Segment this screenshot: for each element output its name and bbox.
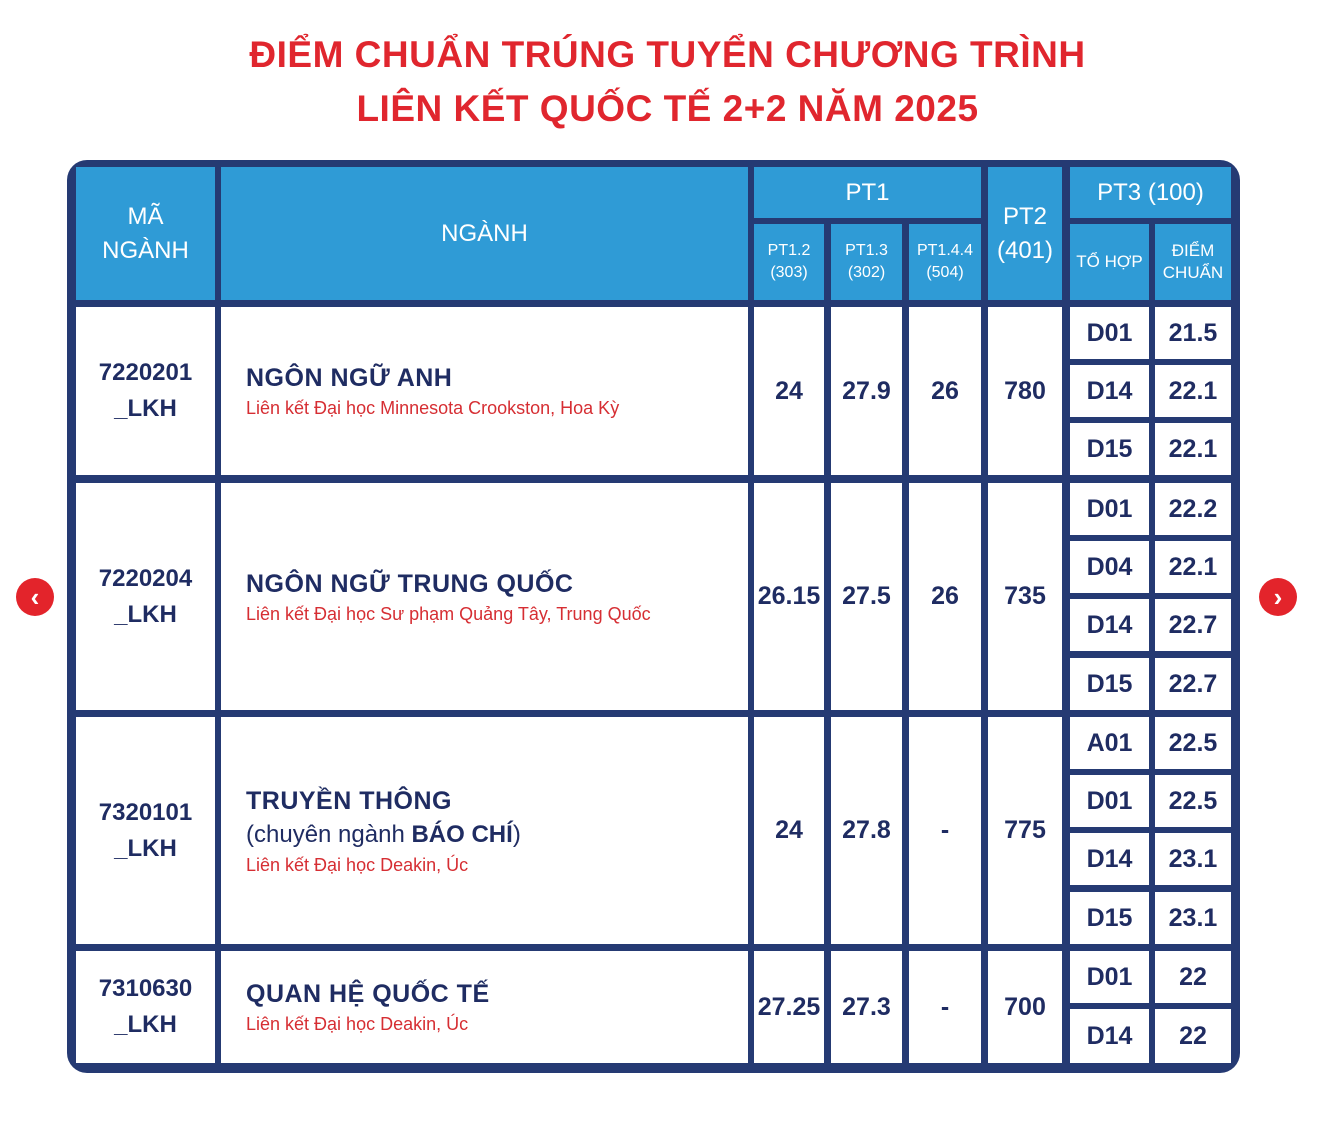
row-2-code-line2: _LKH (114, 600, 177, 628)
header-nganh-label: NGÀNH (441, 219, 528, 247)
header-pt1-4-line2: (504) (926, 264, 964, 281)
row-1-pt1-2: 24 (754, 307, 824, 475)
row-2-diem-1: 22.2 (1155, 483, 1231, 535)
row-2-tohop-2: D04 (1070, 541, 1149, 593)
row-3-major-spec (246, 818, 521, 852)
page-title (0, 28, 1335, 136)
row-3-tohop-3: D14 (1070, 833, 1149, 885)
row-1-code (76, 307, 215, 475)
header-pt2 (988, 167, 1062, 300)
row-3-pt1-3: 27.8 (831, 717, 902, 944)
row-4-code-line1: 7310630 (98, 975, 193, 1002)
title-line-2: LIÊN KẾT QUỐC TẾ 2+2 NĂM 2025 (356, 88, 979, 129)
row-4-major-name: QUAN HỆ QUỐC TẾ (246, 980, 490, 1008)
header-pt1-2-line2: (303) (770, 264, 808, 281)
row-4-code-line2: _LKH (114, 1011, 177, 1038)
header-pt1-3 (831, 224, 902, 300)
score-table (67, 160, 1240, 1073)
row-3-pt1-2: 24 (754, 717, 824, 944)
row-2-tohop-3: D14 (1070, 599, 1149, 651)
header-diem-line2: CHUẨN (1162, 263, 1224, 282)
row-2-diem-4: 22.7 (1155, 658, 1231, 710)
row-1-diem-3: 22.1 (1155, 423, 1231, 475)
row-2-pt2: 735 (988, 483, 1062, 710)
row-2-diem-2: 22.1 (1155, 541, 1231, 593)
header-pt1-4-line1: PT1.4.4 (916, 242, 974, 259)
row-4-tohop-1: D01 (1070, 951, 1149, 1003)
row-2-tohop-1: D01 (1070, 483, 1149, 535)
row-3-major (221, 717, 748, 944)
row-3-tohop-2: D01 (1070, 775, 1149, 827)
row-3-pt1-4: - (909, 717, 981, 944)
row-3-diem-3: 23.1 (1155, 833, 1231, 885)
row-2-tohop-4: D15 (1070, 658, 1149, 710)
header-pt3 (1070, 167, 1231, 218)
header-diem-chuan (1155, 224, 1231, 300)
header-pt1-label: PT1 (845, 178, 890, 206)
prev-arrow-icon[interactable]: ‹ (16, 578, 54, 616)
row-1-pt1-3: 27.9 (831, 307, 902, 475)
row-1-pt2: 780 (988, 307, 1062, 475)
row-3-tohop-1: A01 (1070, 717, 1149, 769)
row-1-major (221, 307, 748, 475)
row-4-diem-1: 22 (1155, 951, 1231, 1003)
row-2-major (221, 483, 748, 710)
header-pt1-3-line2: (302) (847, 264, 886, 281)
header-to-hop (1070, 224, 1149, 300)
row-3-spec-pre: (chuyên ngành (246, 820, 412, 848)
row-2-major-partner: Liên kết Đại học Sư phạm Quảng Tây, Trung Quốc (246, 603, 651, 624)
row-3-pt2: 775 (988, 717, 1062, 944)
row-3-diem-4: 23.1 (1155, 892, 1231, 944)
row-2-pt1-4: 26 (909, 483, 981, 710)
row-1-diem-1: 21.5 (1155, 307, 1231, 359)
row-4-pt1-3: 27.3 (831, 951, 902, 1063)
row-3-diem-2: 22.5 (1155, 775, 1231, 827)
row-1-tohop-2: D14 (1070, 365, 1149, 417)
row-3-spec-bold: BÁO CHÍ (411, 820, 513, 848)
header-ma-nganh (76, 167, 215, 300)
header-pt1-3-line1: PT1.3 (845, 242, 888, 259)
row-3-tohop-4: D15 (1070, 892, 1149, 944)
row-4-tohop-2: D14 (1070, 1009, 1149, 1063)
header-pt1-2-line1: PT1.2 (767, 242, 811, 259)
header-ma-nganh-line1: MÃ (127, 202, 164, 230)
row-3-spec-post: ) (512, 820, 521, 848)
row-3-code-line1: 7320101 (98, 798, 193, 826)
row-2-diem-3: 22.7 (1155, 599, 1231, 651)
row-1-major-partner: Liên kết Đại học Minnesota Crookston, Hoa Kỳ (246, 398, 620, 418)
row-1-diem-2: 22.1 (1155, 365, 1231, 417)
row-4-pt1-2: 27.25 (754, 951, 824, 1063)
row-4-pt1-4: - (909, 951, 981, 1063)
row-1-tohop-3: D15 (1070, 423, 1149, 475)
row-4-pt2: 700 (988, 951, 1062, 1063)
header-pt1-4 (909, 224, 981, 300)
row-1-tohop-1: D01 (1070, 307, 1149, 359)
row-3-code (76, 717, 215, 944)
row-4-major (221, 951, 748, 1063)
next-arrow-icon[interactable]: › (1259, 578, 1297, 616)
row-1-code-line1: 7220201 (98, 359, 193, 386)
row-3-major-partner: Liên kết Đại học Deakin, Úc (246, 854, 469, 875)
header-ma-nganh-line2: NGÀNH (102, 236, 189, 264)
header-pt1 (754, 167, 981, 218)
header-pt2-line1: PT2 (1002, 202, 1047, 230)
row-2-pt1-3: 27.5 (831, 483, 902, 710)
row-2-major-name: NGÔN NGỮ TRUNG QUỐC (246, 569, 574, 598)
header-nganh (221, 167, 748, 300)
header-pt3-label: PT3 (100) (1097, 178, 1204, 206)
row-4-diem-2: 22 (1155, 1009, 1231, 1063)
row-3-diem-1: 22.5 (1155, 717, 1231, 769)
row-4-code (76, 951, 215, 1063)
row-4-major-partner: Liên kết Đại học Deakin, Úc (246, 1014, 469, 1034)
row-2-code-line1: 7220204 (98, 564, 193, 592)
row-2-code (76, 483, 215, 710)
row-2-pt1-2: 26.15 (754, 483, 824, 710)
header-pt2-line2: (401) (996, 236, 1054, 264)
title-line-1: ĐIỂM CHUẨN TRÚNG TUYỂN CHƯƠNG TRÌNH (249, 34, 1086, 75)
row-1-major-name: NGÔN NGỮ ANH (246, 364, 453, 392)
row-3-major-name: TRUYỀN THÔNG (246, 786, 452, 815)
header-diem-line1: ĐIỂM (1171, 241, 1215, 260)
header-to-hop-label: TỔ HỢP (1076, 252, 1143, 271)
row-1-code-line2: _LKH (114, 395, 177, 422)
header-pt1-2 (754, 224, 824, 300)
row-3-code-line2: _LKH (114, 834, 177, 862)
row-1-pt1-4: 26 (909, 307, 981, 475)
